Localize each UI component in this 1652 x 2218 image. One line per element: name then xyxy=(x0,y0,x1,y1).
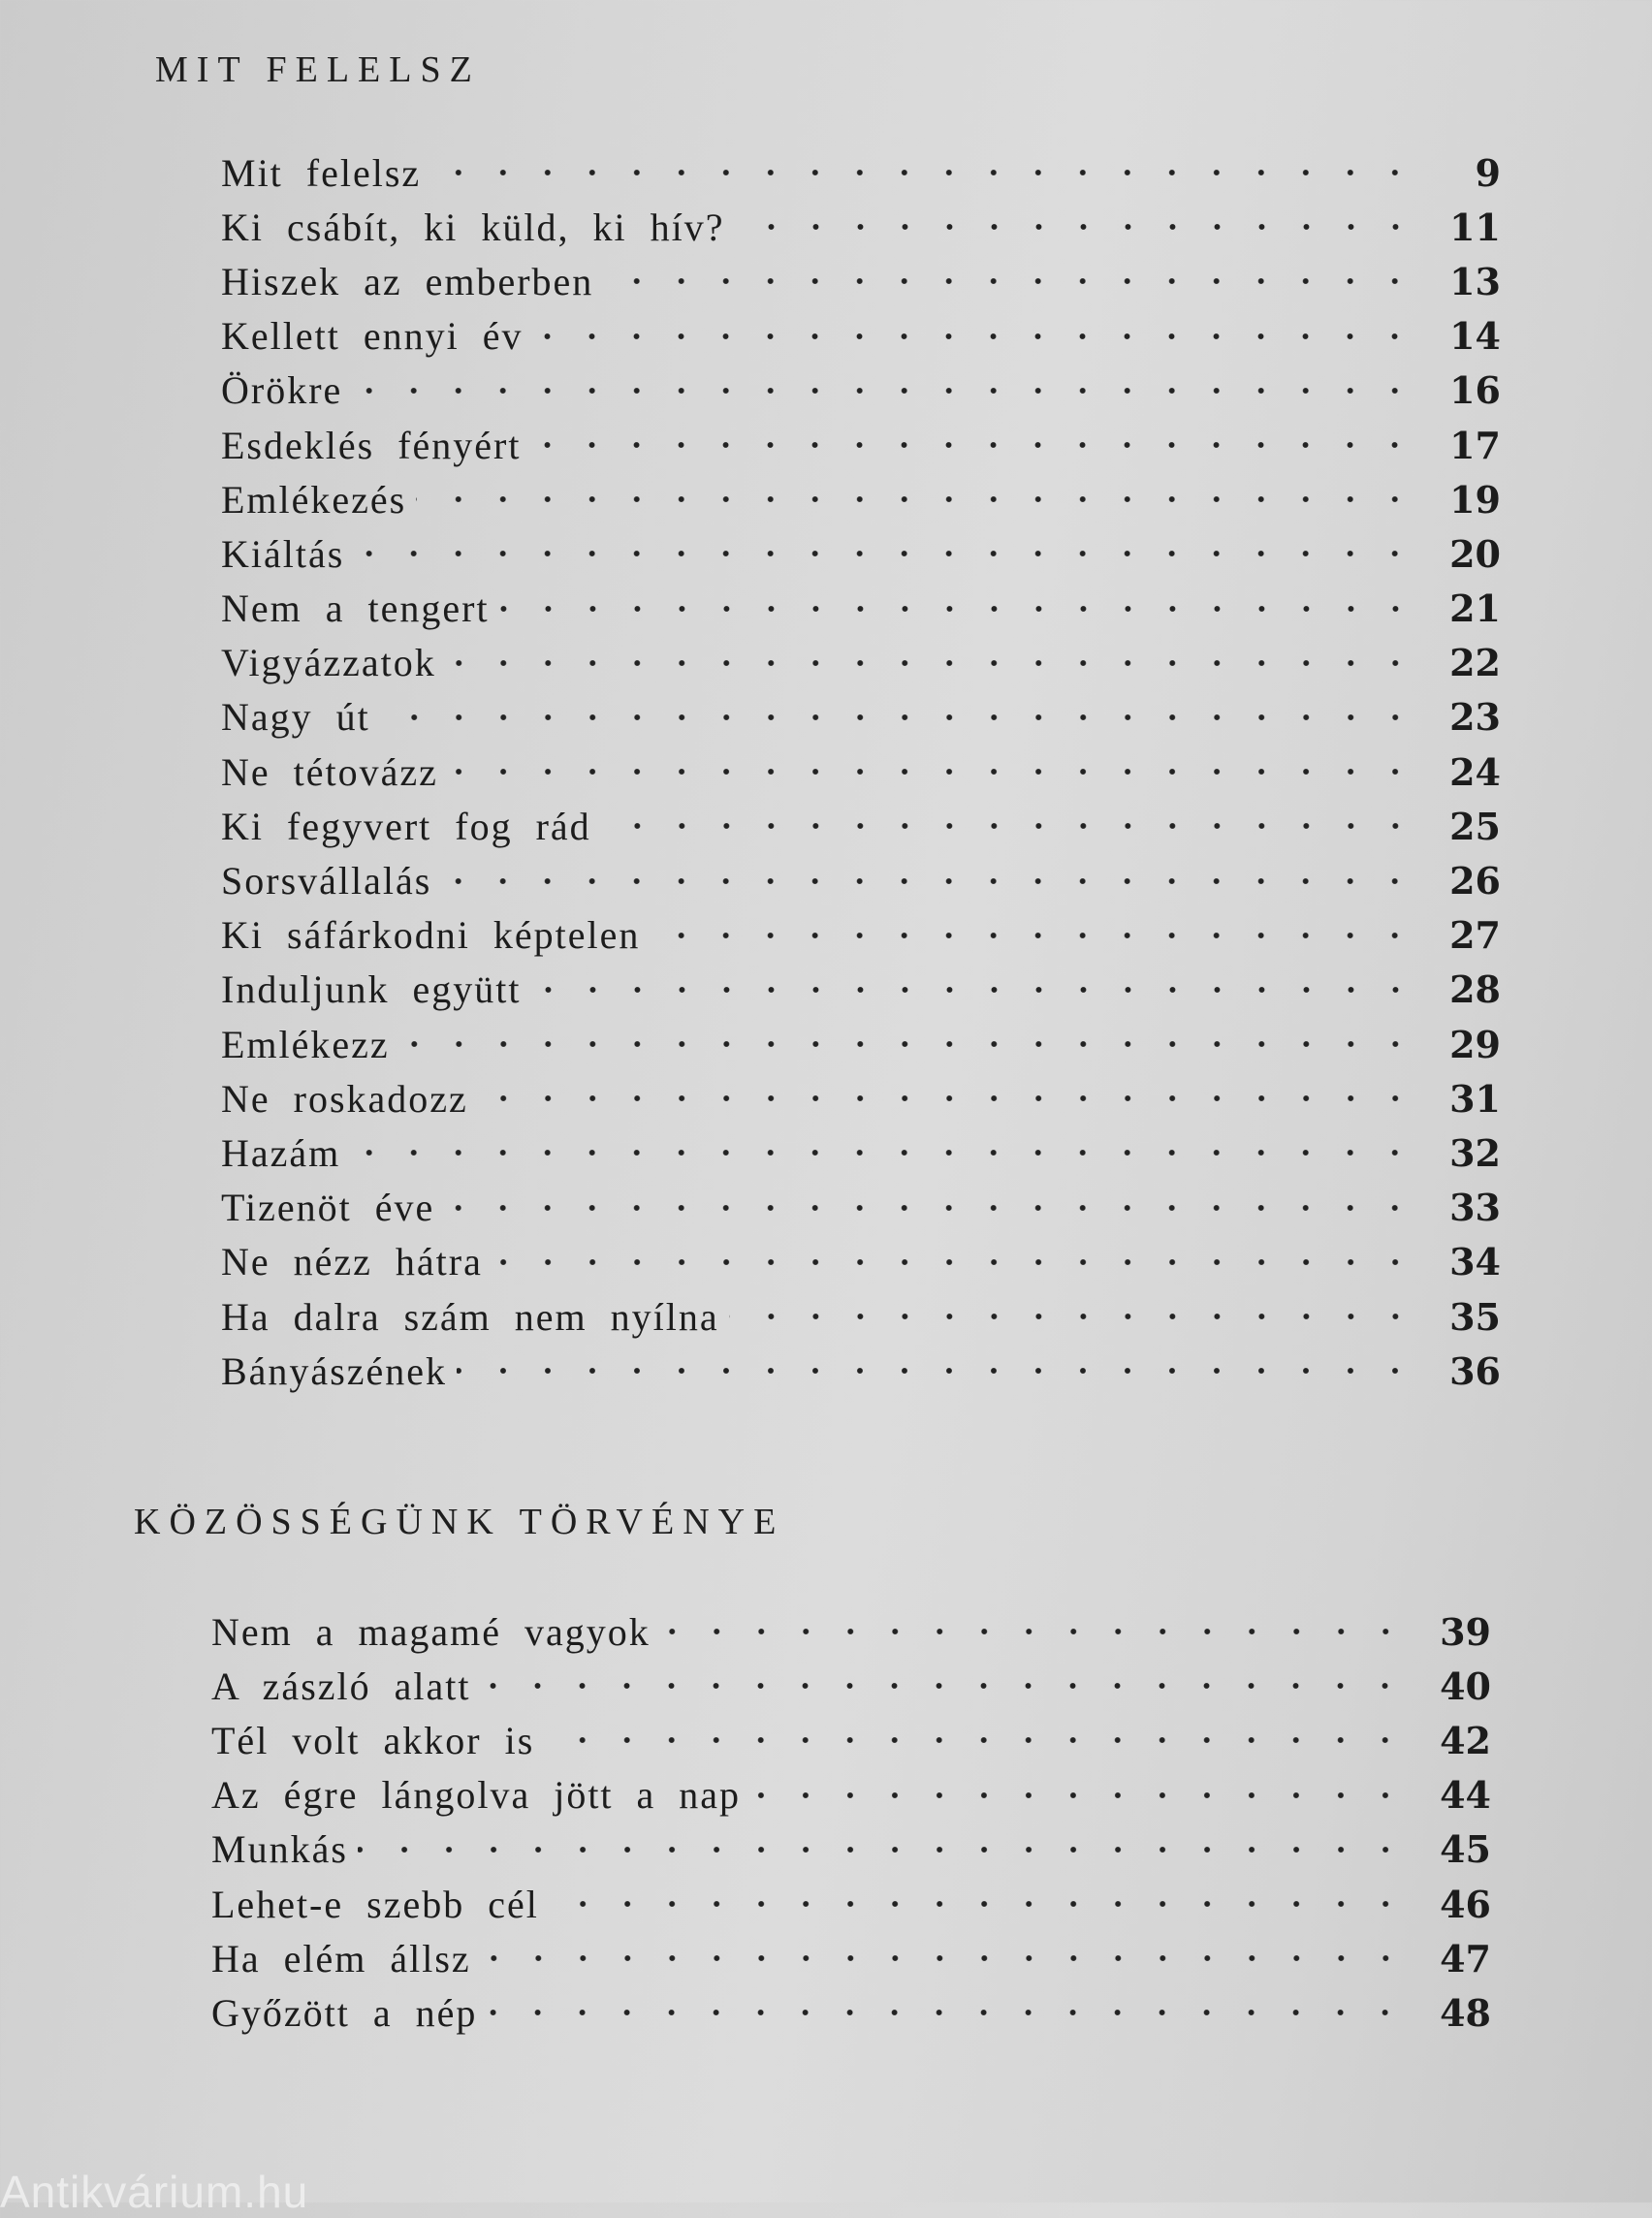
toc-entry xyxy=(211,1985,1491,2040)
toc-entry-page-number: 35 xyxy=(1449,1294,1501,1339)
toc-entry-page-number: 26 xyxy=(1449,859,1501,903)
dot-leader xyxy=(492,1257,1417,1267)
toc-entry-page-number: 47 xyxy=(1440,1936,1491,1980)
section-heading-mit-felelsz: MIT FELELSZ xyxy=(155,49,481,90)
toc-entry-title: Győzött a nép xyxy=(211,1990,478,2035)
dot-leader xyxy=(444,1203,1417,1213)
toc-entry xyxy=(221,582,1501,636)
toc-entry-page-number: 22 xyxy=(1449,641,1501,685)
toc-entry xyxy=(211,1659,1491,1713)
toc-entry xyxy=(221,472,1501,526)
toc-entry xyxy=(221,1071,1501,1125)
toc-entry-title: Nem a magamé vagyok xyxy=(211,1609,651,1654)
toc-entry xyxy=(211,1604,1491,1659)
toc-entry-page-number: 16 xyxy=(1449,368,1501,413)
toc-entry xyxy=(211,1768,1491,1822)
toc-entry-page-number: 13 xyxy=(1449,259,1501,303)
toc-entry-title: Mit felelsz xyxy=(221,150,422,195)
toc-entry xyxy=(221,364,1501,418)
toc-entry-page-number: 40 xyxy=(1440,1664,1491,1708)
dot-leader xyxy=(446,658,1417,668)
toc-entry-page-number: 33 xyxy=(1449,1186,1501,1230)
toc-entry-title: Emlékezz xyxy=(221,1022,390,1066)
toc-entry-title: Kiáltás xyxy=(221,531,345,576)
toc-entry xyxy=(221,908,1501,963)
dot-leader xyxy=(532,332,1417,341)
toc-entry-title: Bányászének xyxy=(221,1348,448,1393)
toc-entry-page-number: 28 xyxy=(1449,967,1501,1012)
dot-leader xyxy=(448,767,1417,776)
dot-leader xyxy=(650,931,1417,940)
toc-entry-title: Az égre lángolva jött a nap xyxy=(211,1773,742,1818)
dot-leader xyxy=(457,1366,1417,1376)
toc-entry-page-number: 44 xyxy=(1440,1773,1491,1818)
toc-entry xyxy=(221,254,1501,308)
dot-leader xyxy=(660,1627,1408,1636)
toc-entry-title: Tizenöt éve xyxy=(221,1186,435,1230)
toc-entry-title: Esdeklés fényért xyxy=(221,423,522,467)
toc-entry-page-number: 11 xyxy=(1449,205,1501,249)
toc-entry-page-number: 31 xyxy=(1449,1076,1501,1121)
toc-entry-title: Emlékezés xyxy=(221,477,407,522)
dot-leader xyxy=(601,821,1417,831)
dot-leader xyxy=(350,1148,1417,1157)
toc-entry-page-number: 9 xyxy=(1475,150,1501,195)
dot-leader xyxy=(478,1093,1417,1103)
toc-entry xyxy=(221,418,1501,472)
dot-leader xyxy=(499,604,1417,614)
dot-leader xyxy=(603,276,1417,286)
toc-entry-page-number: 23 xyxy=(1449,695,1501,740)
section-heading-kozossegunk-torvenye: KÖZÖSSÉGÜNK TÖRVÉNYE xyxy=(134,1502,785,1542)
toc-entry xyxy=(221,309,1501,364)
toc-entry-page-number: 17 xyxy=(1449,423,1501,467)
toc-entry xyxy=(221,745,1501,799)
toc-entry-page-number: 36 xyxy=(1449,1348,1501,1393)
toc-entry-page-number: 32 xyxy=(1449,1130,1501,1175)
toc-entry-title: Ki csábít, ki küld, ki hív? xyxy=(221,205,725,249)
toc-entry-page-number: 48 xyxy=(1440,1990,1491,2035)
toc-list-kozossegunk-torvenye xyxy=(211,1604,1491,2041)
toc-entry-title: Nem a tengert xyxy=(221,586,490,631)
toc-entry-title: Ne nézz hátra xyxy=(221,1240,483,1284)
toc-entry xyxy=(221,1344,1501,1398)
toc-entry-page-number: 14 xyxy=(1449,314,1501,359)
dot-leader xyxy=(729,1312,1417,1321)
toc-entry-page-number: 46 xyxy=(1440,1882,1491,1926)
toc-entry-page-number: 29 xyxy=(1449,1022,1501,1066)
dot-leader xyxy=(380,713,1417,722)
toc-entry xyxy=(211,1877,1491,1931)
toc-entry-title: Munkás xyxy=(211,1827,348,1872)
toc-entry xyxy=(221,853,1501,907)
toc-entry-page-number: 25 xyxy=(1449,804,1501,848)
watermark: Antikvárium.hu xyxy=(0,2167,309,2217)
toc-entry-title: Lehet-e szebb cél xyxy=(211,1882,539,1926)
toc-entry-title: Nagy út xyxy=(221,695,370,740)
dot-leader xyxy=(487,2008,1408,2017)
toc-entry-title: Induljunk együtt xyxy=(221,967,522,1012)
toc-entry-title: Ha dalra szám nem nyílna xyxy=(221,1294,719,1339)
toc-entry-title: Tél volt akkor is xyxy=(211,1718,535,1762)
toc-entry xyxy=(221,526,1501,581)
dot-leader xyxy=(750,1790,1408,1800)
toc-entry xyxy=(221,1181,1501,1235)
toc-entry-title: A zászló alatt xyxy=(211,1664,471,1708)
dot-leader xyxy=(735,222,1417,232)
toc-entry xyxy=(221,200,1501,254)
toc-entry xyxy=(221,1125,1501,1180)
toc-entry xyxy=(221,636,1501,690)
toc-entry-title: Örökre xyxy=(221,368,343,413)
toc-entry xyxy=(221,963,1501,1017)
dot-leader xyxy=(441,876,1417,886)
toc-entry-page-number: 39 xyxy=(1440,1609,1491,1654)
toc-entry-title: Ne tétovázz xyxy=(221,749,438,794)
dot-leader xyxy=(544,1735,1408,1745)
dot-leader xyxy=(549,1899,1408,1909)
toc-entry-page-number: 27 xyxy=(1449,913,1501,958)
toc-entry-page-number: 34 xyxy=(1449,1240,1501,1284)
toc-entry-page-number: 21 xyxy=(1449,586,1501,631)
dot-leader xyxy=(354,549,1417,558)
toc-entry-title: Ne roskadozz xyxy=(221,1076,468,1121)
dot-leader xyxy=(358,1845,1408,1854)
dot-leader xyxy=(481,1953,1408,1963)
toc-entry-title: Vigyázzatok xyxy=(221,641,436,685)
toc-entry-page-number: 45 xyxy=(1440,1827,1491,1872)
toc-entry xyxy=(221,1289,1501,1344)
dot-leader xyxy=(480,1681,1408,1691)
toc-entry-title: Kellett ennyi év xyxy=(221,314,524,359)
toc-entry-page-number: 20 xyxy=(1449,531,1501,576)
toc-entry xyxy=(221,1017,1501,1071)
dot-leader xyxy=(531,985,1417,995)
toc-list-mit-felelsz xyxy=(221,145,1501,1398)
toc-entry-page-number: 24 xyxy=(1449,749,1501,794)
toc-entry-title: Sorsvállalás xyxy=(221,859,432,903)
dot-leader xyxy=(416,494,1417,504)
toc-entry xyxy=(211,1713,1491,1767)
toc-entry xyxy=(221,799,1501,853)
dot-leader xyxy=(530,440,1417,450)
toc-entry xyxy=(211,1931,1491,1985)
toc-entry-title: Ki fegyvert fog rád xyxy=(221,804,591,848)
dot-leader xyxy=(430,168,1417,177)
toc-entry-title: Hazám xyxy=(221,1130,341,1175)
toc-entry-page-number: 42 xyxy=(1440,1718,1491,1762)
dot-leader xyxy=(352,386,1417,396)
toc-entry xyxy=(221,690,1501,745)
toc-entry-title: Ki sáfárkodni képtelen xyxy=(221,913,641,958)
toc-entry xyxy=(221,1235,1501,1289)
dot-leader xyxy=(399,1039,1417,1049)
toc-entry xyxy=(221,145,1501,200)
toc-entry-title: Ha elém állsz xyxy=(211,1936,471,1980)
toc-entry-title: Hiszek az emberben xyxy=(221,259,594,303)
toc-entry-page-number: 19 xyxy=(1449,477,1501,522)
toc-entry xyxy=(211,1822,1491,1877)
